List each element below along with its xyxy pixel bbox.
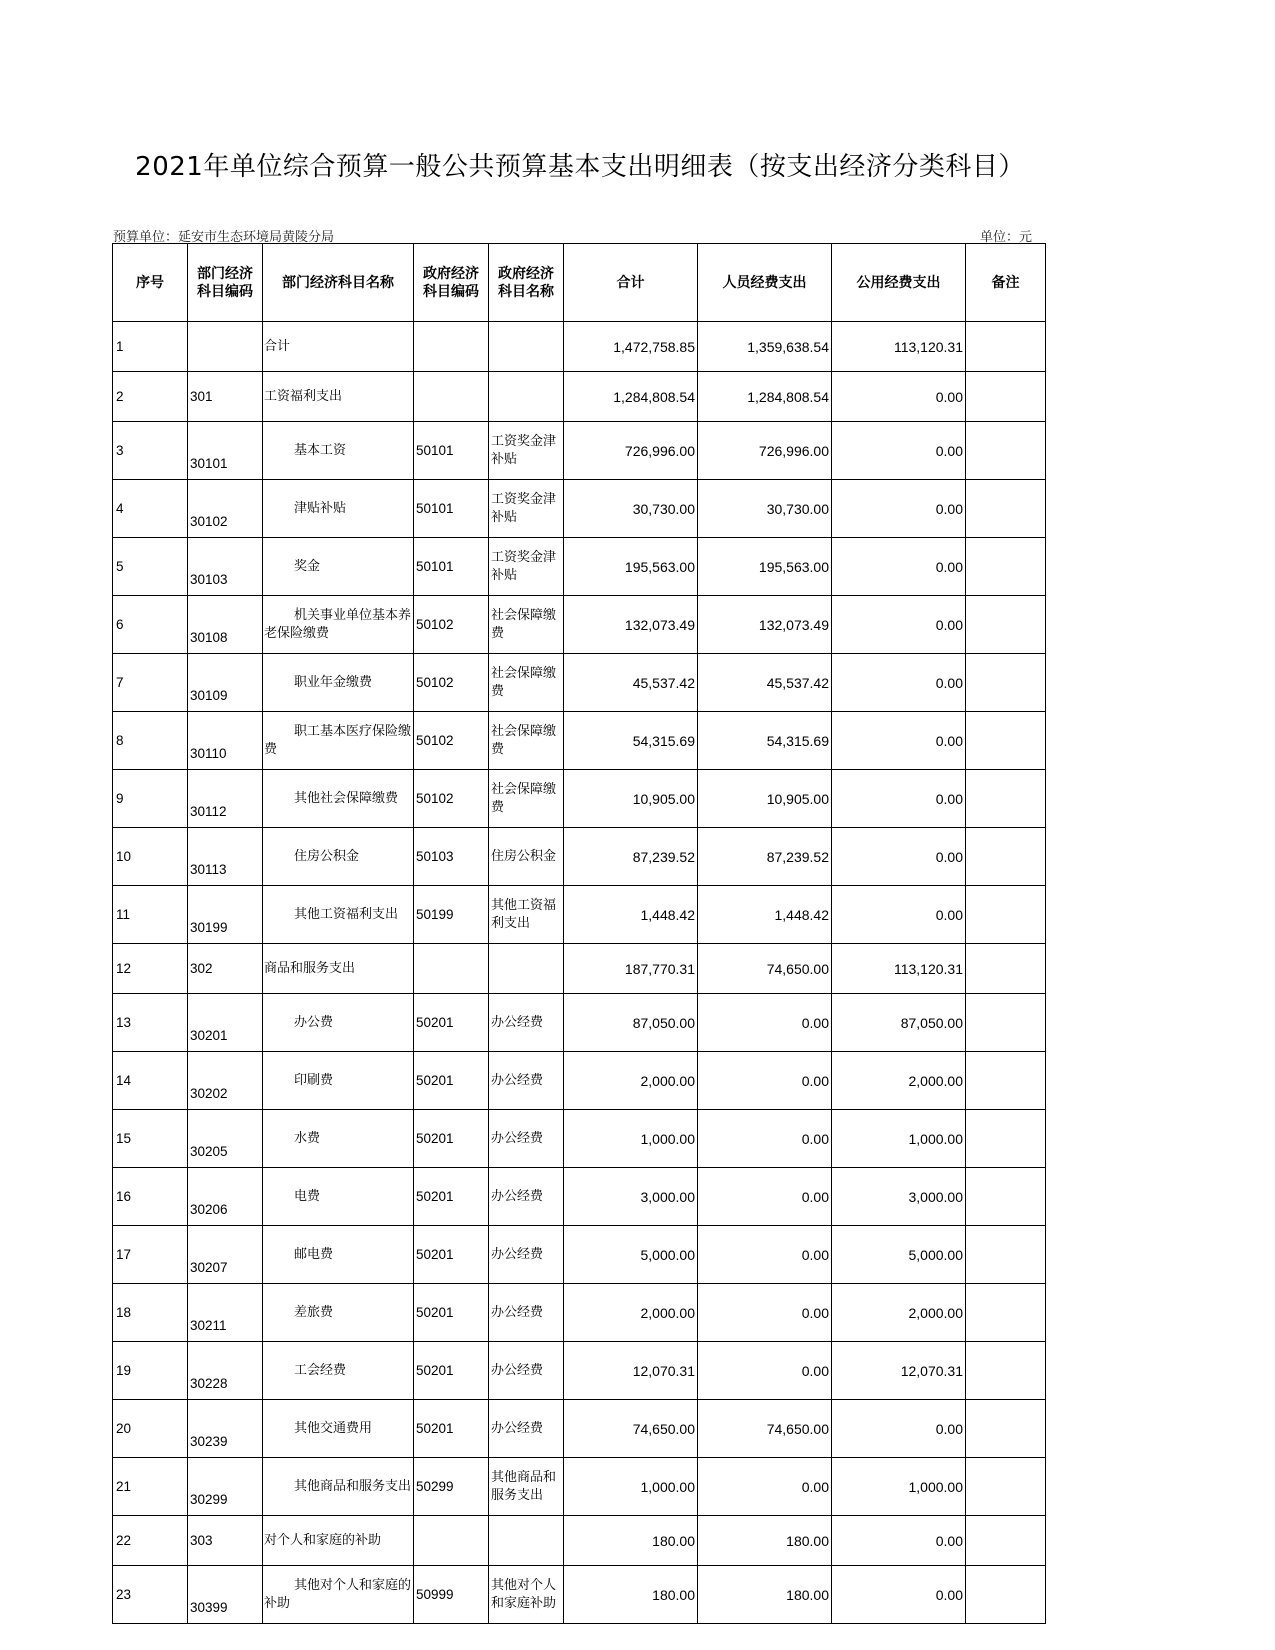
- cell-seq: 3: [113, 422, 188, 480]
- table-header-row: [113, 244, 1046, 322]
- cell-dept-code: 30199: [188, 886, 263, 944]
- cell-public: 0.00: [832, 1400, 966, 1458]
- cell-total: 1,448.42: [564, 886, 698, 944]
- header-personnel: 人员经费支出: [698, 244, 832, 322]
- cell-personnel: 10,905.00: [698, 770, 832, 828]
- cell-note: [966, 538, 1046, 596]
- cell-note: [966, 994, 1046, 1052]
- cell-dept-code: 302: [188, 944, 263, 994]
- cell-gov-name: 办公经费: [489, 1284, 564, 1342]
- table-row: [113, 1516, 1046, 1566]
- cell-dept-name: 办公费: [263, 994, 414, 1052]
- cell-note: [966, 422, 1046, 480]
- cell-gov-code: [414, 1516, 489, 1566]
- cell-personnel: 30,730.00: [698, 480, 832, 538]
- cell-public: 0.00: [832, 596, 966, 654]
- cell-gov-name: 社会保障缴费: [489, 712, 564, 770]
- cell-personnel: 1,284,808.54: [698, 372, 832, 422]
- cell-gov-code: 50101: [414, 422, 489, 480]
- cell-public: 0.00: [832, 422, 966, 480]
- cell-dept-name: 其他工资福利支出: [263, 886, 414, 944]
- cell-dept-name: 工资福利支出: [263, 372, 414, 422]
- table-row: [113, 596, 1046, 654]
- table-row: [113, 994, 1046, 1052]
- cell-public: 0.00: [832, 1566, 966, 1624]
- cell-personnel: 45,537.42: [698, 654, 832, 712]
- cell-public: 0.00: [832, 654, 966, 712]
- cell-dept-name: 基本工资: [263, 422, 414, 480]
- budget-unit-label: 预算单位：延安市生态环境局黄陵分局: [113, 230, 335, 245]
- cell-personnel: 132,073.49: [698, 596, 832, 654]
- cell-seq: 15: [113, 1110, 188, 1168]
- cell-note: [966, 1400, 1046, 1458]
- cell-seq: 5: [113, 538, 188, 596]
- cell-total: 180.00: [564, 1516, 698, 1566]
- cell-dept-name: 对个人和家庭的补助: [263, 1516, 414, 1566]
- cell-note: [966, 322, 1046, 372]
- header-dept-code: 部门经济科目编码: [188, 244, 263, 322]
- cell-dept-name: 住房公积金: [263, 828, 414, 886]
- cell-note: [966, 1458, 1046, 1516]
- cell-total: 1,284,808.54: [564, 372, 698, 422]
- cell-public: 0.00: [832, 538, 966, 596]
- cell-dept-name: 职工基本医疗保险缴费: [263, 712, 414, 770]
- cell-personnel: 74,650.00: [698, 1400, 832, 1458]
- table-row: [113, 886, 1046, 944]
- cell-gov-code: 50102: [414, 654, 489, 712]
- header-note: 备注: [966, 244, 1046, 322]
- cell-total: 12,070.31: [564, 1342, 698, 1400]
- cell-dept-code: 30205: [188, 1110, 263, 1168]
- cell-gov-code: 50201: [414, 1168, 489, 1226]
- cell-seq: 11: [113, 886, 188, 944]
- cell-gov-name: 工资奖金津补贴: [489, 480, 564, 538]
- cell-seq: 1: [113, 322, 188, 372]
- cell-seq: 9: [113, 770, 188, 828]
- header-dept-name: 部门经济科目名称: [263, 244, 414, 322]
- cell-total: 5,000.00: [564, 1226, 698, 1284]
- cell-public: 0.00: [832, 372, 966, 422]
- cell-gov-code: 50102: [414, 770, 489, 828]
- cell-gov-code: 50999: [414, 1566, 489, 1624]
- cell-gov-code: 50201: [414, 1284, 489, 1342]
- page-title-box: [100, 148, 1060, 200]
- table-row: [113, 372, 1046, 422]
- cell-gov-name: 社会保障缴费: [489, 770, 564, 828]
- cell-total: 2,000.00: [564, 1052, 698, 1110]
- page-title: 2021年单位综合预算一般公共预算基本支出明细表（按支出经济分类科目）: [135, 152, 1025, 182]
- cell-dept-code: 30201: [188, 994, 263, 1052]
- cell-gov-name: 办公经费: [489, 1110, 564, 1168]
- cell-dept-name: 工会经费: [263, 1342, 414, 1400]
- cell-seq: 17: [113, 1226, 188, 1284]
- cell-total: 45,537.42: [564, 654, 698, 712]
- cell-dept-code: 30110: [188, 712, 263, 770]
- cell-total: 187,770.31: [564, 944, 698, 994]
- cell-gov-name: 工资奖金津补贴: [489, 538, 564, 596]
- cell-note: [966, 480, 1046, 538]
- cell-personnel: 180.00: [698, 1566, 832, 1624]
- table-row: [113, 322, 1046, 372]
- cell-personnel: 0.00: [698, 1110, 832, 1168]
- table-body: [113, 322, 1046, 1624]
- currency-unit-label: 单位：元: [980, 230, 1033, 245]
- cell-total: 10,905.00: [564, 770, 698, 828]
- cell-note: [966, 372, 1046, 422]
- cell-gov-name: [489, 944, 564, 994]
- cell-seq: 6: [113, 596, 188, 654]
- cell-gov-code: 50201: [414, 994, 489, 1052]
- cell-personnel: 0.00: [698, 1168, 832, 1226]
- cell-gov-code: 50299: [414, 1458, 489, 1516]
- cell-seq: 20: [113, 1400, 188, 1458]
- cell-note: [966, 654, 1046, 712]
- table-row: [113, 1226, 1046, 1284]
- cell-total: 54,315.69: [564, 712, 698, 770]
- table-row: [113, 944, 1046, 994]
- cell-personnel: 726,996.00: [698, 422, 832, 480]
- cell-personnel: 1,359,638.54: [698, 322, 832, 372]
- cell-personnel: 180.00: [698, 1516, 832, 1566]
- cell-note: [966, 1516, 1046, 1566]
- cell-dept-name: 其他对个人和家庭的补助: [263, 1566, 414, 1624]
- cell-gov-code: 50201: [414, 1052, 489, 1110]
- cell-total: 1,472,758.85: [564, 322, 698, 372]
- cell-dept-name: 印刷费: [263, 1052, 414, 1110]
- cell-dept-code: 30202: [188, 1052, 263, 1110]
- cell-total: 2,000.00: [564, 1284, 698, 1342]
- cell-note: [966, 596, 1046, 654]
- cell-dept-code: 301: [188, 372, 263, 422]
- cell-gov-name: [489, 322, 564, 372]
- cell-public: 0.00: [832, 1516, 966, 1566]
- cell-note: [966, 1168, 1046, 1226]
- cell-note: [966, 828, 1046, 886]
- cell-dept-name: 职业年金缴费: [263, 654, 414, 712]
- cell-gov-code: 50101: [414, 480, 489, 538]
- cell-gov-code: 50201: [414, 1400, 489, 1458]
- cell-dept-name: 津贴补贴: [263, 480, 414, 538]
- cell-gov-name: [489, 372, 564, 422]
- cell-public: 113,120.31: [832, 322, 966, 372]
- cell-note: [966, 1342, 1046, 1400]
- cell-public: 3,000.00: [832, 1168, 966, 1226]
- cell-gov-name: 办公经费: [489, 994, 564, 1052]
- cell-personnel: 0.00: [698, 1052, 832, 1110]
- cell-note: [966, 1226, 1046, 1284]
- table-row: [113, 1458, 1046, 1516]
- cell-seq: 22: [113, 1516, 188, 1566]
- cell-gov-name: 办公经费: [489, 1168, 564, 1226]
- cell-gov-name: 办公经费: [489, 1226, 564, 1284]
- cell-total: 132,073.49: [564, 596, 698, 654]
- cell-gov-name: 工资奖金津补贴: [489, 422, 564, 480]
- table-row: [113, 1168, 1046, 1226]
- table-row: [113, 1284, 1046, 1342]
- cell-gov-code: [414, 322, 489, 372]
- cell-public: 113,120.31: [832, 944, 966, 994]
- table-row: [113, 1566, 1046, 1624]
- cell-dept-code: 30228: [188, 1342, 263, 1400]
- cell-public: 0.00: [832, 480, 966, 538]
- cell-dept-name: 水费: [263, 1110, 414, 1168]
- cell-public: 0.00: [832, 712, 966, 770]
- cell-personnel: 54,315.69: [698, 712, 832, 770]
- cell-total: 726,996.00: [564, 422, 698, 480]
- cell-note: [966, 1110, 1046, 1168]
- cell-total: 1,000.00: [564, 1458, 698, 1516]
- cell-gov-name: 其他商品和服务支出: [489, 1458, 564, 1516]
- cell-seq: 10: [113, 828, 188, 886]
- cell-gov-code: [414, 944, 489, 994]
- table-row: [113, 712, 1046, 770]
- cell-note: [966, 712, 1046, 770]
- cell-dept-name: 差旅费: [263, 1284, 414, 1342]
- cell-dept-name: 机关事业单位基本养老保险缴费: [263, 596, 414, 654]
- table-row: [113, 1342, 1046, 1400]
- cell-dept-code: 30112: [188, 770, 263, 828]
- cell-seq: 12: [113, 944, 188, 994]
- cell-total: 87,239.52: [564, 828, 698, 886]
- cell-total: 3,000.00: [564, 1168, 698, 1226]
- cell-note: [966, 1566, 1046, 1624]
- cell-dept-code: 30109: [188, 654, 263, 712]
- table-row: [113, 1110, 1046, 1168]
- cell-personnel: 87,239.52: [698, 828, 832, 886]
- cell-dept-code: 30102: [188, 480, 263, 538]
- cell-public: 2,000.00: [832, 1284, 966, 1342]
- cell-dept-code: 30101: [188, 422, 263, 480]
- cell-note: [966, 770, 1046, 828]
- cell-personnel: 0.00: [698, 1226, 832, 1284]
- table-row: [113, 654, 1046, 712]
- cell-total: 30,730.00: [564, 480, 698, 538]
- table-row: [113, 1052, 1046, 1110]
- cell-dept-code: 30103: [188, 538, 263, 596]
- cell-seq: 2: [113, 372, 188, 422]
- cell-dept-code: 30239: [188, 1400, 263, 1458]
- cell-public: 1,000.00: [832, 1110, 966, 1168]
- cell-seq: 18: [113, 1284, 188, 1342]
- cell-seq: 23: [113, 1566, 188, 1624]
- cell-personnel: 1,448.42: [698, 886, 832, 944]
- cell-total: 180.00: [564, 1566, 698, 1624]
- cell-dept-code: [188, 322, 263, 372]
- cell-gov-name: 住房公积金: [489, 828, 564, 886]
- cell-note: [966, 886, 1046, 944]
- cell-total: 1,000.00: [564, 1110, 698, 1168]
- cell-note: [966, 1052, 1046, 1110]
- cell-personnel: 0.00: [698, 1342, 832, 1400]
- header-public: 公用经费支出: [832, 244, 966, 322]
- table-row: [113, 538, 1046, 596]
- cell-personnel: 195,563.00: [698, 538, 832, 596]
- cell-seq: 7: [113, 654, 188, 712]
- cell-seq: 13: [113, 994, 188, 1052]
- cell-total: 195,563.00: [564, 538, 698, 596]
- cell-dept-code: 30108: [188, 596, 263, 654]
- cell-personnel: 74,650.00: [698, 944, 832, 994]
- cell-personnel: 0.00: [698, 994, 832, 1052]
- table-row: [113, 480, 1046, 538]
- cell-dept-name: 奖金: [263, 538, 414, 596]
- cell-gov-name: 社会保障缴费: [489, 596, 564, 654]
- cell-gov-code: 50102: [414, 712, 489, 770]
- cell-gov-name: 办公经费: [489, 1052, 564, 1110]
- budget-detail-table: [112, 243, 1046, 1624]
- cell-gov-code: 50102: [414, 596, 489, 654]
- cell-gov-name: [489, 1516, 564, 1566]
- cell-gov-code: 50103: [414, 828, 489, 886]
- cell-dept-code: 30207: [188, 1226, 263, 1284]
- cell-gov-code: 50101: [414, 538, 489, 596]
- cell-dept-name: 其他社会保障缴费: [263, 770, 414, 828]
- cell-dept-name: 商品和服务支出: [263, 944, 414, 994]
- cell-total: 74,650.00: [564, 1400, 698, 1458]
- cell-public: 1,000.00: [832, 1458, 966, 1516]
- cell-public: 0.00: [832, 886, 966, 944]
- cell-gov-code: [414, 372, 489, 422]
- cell-dept-code: 30211: [188, 1284, 263, 1342]
- cell-seq: 21: [113, 1458, 188, 1516]
- cell-gov-name: 其他工资福利支出: [489, 886, 564, 944]
- cell-public: 87,050.00: [832, 994, 966, 1052]
- cell-dept-code: 30399: [188, 1566, 263, 1624]
- cell-dept-code: 303: [188, 1516, 263, 1566]
- cell-gov-name: 社会保障缴费: [489, 654, 564, 712]
- cell-seq: 8: [113, 712, 188, 770]
- table-row: [113, 1400, 1046, 1458]
- cell-personnel: 0.00: [698, 1284, 832, 1342]
- cell-dept-name: 电费: [263, 1168, 414, 1226]
- header-total: 合计: [564, 244, 698, 322]
- cell-personnel: 0.00: [698, 1458, 832, 1516]
- cell-public: 12,070.31: [832, 1342, 966, 1400]
- cell-dept-code: 30206: [188, 1168, 263, 1226]
- cell-dept-code: 30113: [188, 828, 263, 886]
- cell-note: [966, 944, 1046, 994]
- cell-seq: 4: [113, 480, 188, 538]
- cell-seq: 19: [113, 1342, 188, 1400]
- table-row: [113, 422, 1046, 480]
- cell-dept-code: 30299: [188, 1458, 263, 1516]
- cell-dept-name: 其他商品和服务支出: [263, 1458, 414, 1516]
- cell-dept-name: 邮电费: [263, 1226, 414, 1284]
- cell-public: 0.00: [832, 770, 966, 828]
- cell-gov-name: 办公经费: [489, 1342, 564, 1400]
- cell-seq: 16: [113, 1168, 188, 1226]
- header-gov-code: 政府经济科目编码: [414, 244, 489, 322]
- cell-gov-code: 50201: [414, 1342, 489, 1400]
- cell-gov-name: 其他对个人和家庭补助: [489, 1566, 564, 1624]
- cell-dept-name: 合计: [263, 322, 414, 372]
- table-row: [113, 770, 1046, 828]
- header-seq: 序号: [113, 244, 188, 322]
- cell-dept-name: 其他交通费用: [263, 1400, 414, 1458]
- cell-public: 5,000.00: [832, 1226, 966, 1284]
- cell-seq: 14: [113, 1052, 188, 1110]
- cell-gov-code: 50201: [414, 1226, 489, 1284]
- table-row: [113, 828, 1046, 886]
- cell-gov-name: 办公经费: [489, 1400, 564, 1458]
- cell-public: 0.00: [832, 828, 966, 886]
- cell-gov-code: 50201: [414, 1110, 489, 1168]
- cell-gov-code: 50199: [414, 886, 489, 944]
- cell-note: [966, 1284, 1046, 1342]
- header-gov-name: 政府经济科目名称: [489, 244, 564, 322]
- cell-public: 2,000.00: [832, 1052, 966, 1110]
- cell-total: 87,050.00: [564, 994, 698, 1052]
